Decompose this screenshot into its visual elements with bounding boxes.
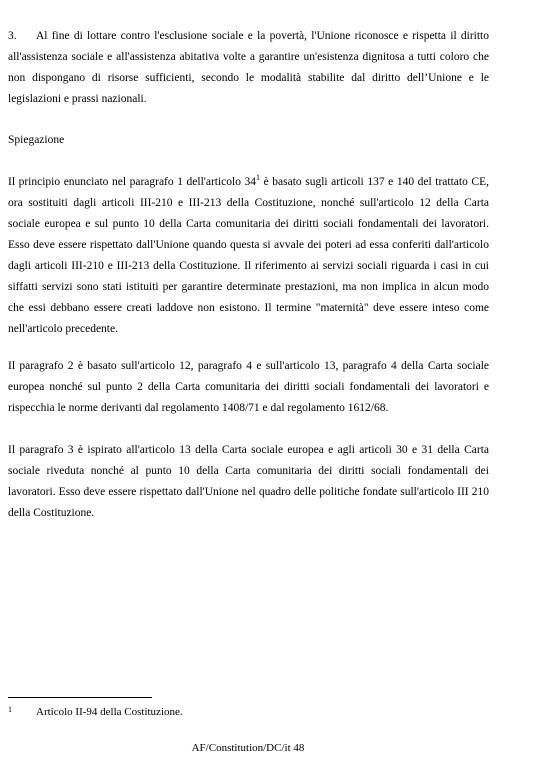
explanation-text-rest: è basato sugli articoli 137 e 140 del trattato CE, ora sostituiti dagli articoli III-210 e III-213 della Costituzione, nonché sull'articolo 12 della Carta sociale europea e sul punto 10 della Carta comunitaria dei diritti sociali fondamentali dei lavoratori. Esso deve essere rispettato dall'Unione quando questa si avvale dei poteri ad essa conferiti dall'articolo dagli articoli III-210 e III-213 della Costituzione. Il riferimento ai servizi sociali riguarda i casi in cui siffatti servizi sono stati istituiti per garantire determinate prestazioni, ma non implica in alcun modo che essi debbano essere creati laddove non esistono. Il termine "maternità" deve essere inteso come nell'articolo precedente. (8, 176, 489, 335)
footnote-mark: 1 (8, 705, 12, 714)
footnote-text: Articolo II-94 della Costituzione. (36, 706, 183, 718)
explanation-text-start: Il principio enunciato nel paragrafo 1 dell'articolo 34 (8, 176, 257, 188)
footnote-separator (8, 697, 152, 698)
article-paragraph-3 (8, 26, 489, 110)
section-heading: Spiegazione (8, 134, 65, 146)
paragraph-number: 3. (8, 30, 17, 42)
explanation-paragraph-2: Il paragrafo 2 è basato sull'articolo 12, paragrafo 4 e sull'articolo 13, paragrafo 4 della Carta sociale europea nonché sul punto 2 della Carta comunitaria dei diritti sociali fondamentali dei lavoratori e rispecchia le norme derivanti dal regolamento 1408/71 e dal regolamento 1612/68. (8, 360, 489, 414)
document-reference: AF/Constitution/DC/it 48 (191, 742, 305, 754)
footnote (8, 702, 489, 720)
explanation-paragraph-3: Il paragrafo 3 è ispirato all'articolo 13 della Carta sociale europea e agli articoli 30 e 31 della Carta sociale riveduta nonché al punto 10 della Carta comunitaria dei diritti sociali fondamentali dei lavoratori. Esso deve essere rispettato dall'Unione nel quadro delle politiche fondate sull'articolo III 210 della Costituzione. (8, 444, 489, 519)
explanation-paragraph-1 (8, 172, 489, 340)
paragraph-text: Al fine di lottare contro l'esclusione sociale e la povertà, l'Unione riconosce e rispetta il diritto all'assistenza sociale e all'assistenza abitativa volte a garantire un'esistenza dignitosa a tutti coloro che non dispongano di risorse sufficienti, secondo le modalità stabilite dal diritto dell’Unione e le legislazioni e prassi nazionali. (8, 30, 489, 105)
footnote-reference[interactable]: 1 (256, 173, 261, 182)
page-footer (0, 742, 540, 754)
